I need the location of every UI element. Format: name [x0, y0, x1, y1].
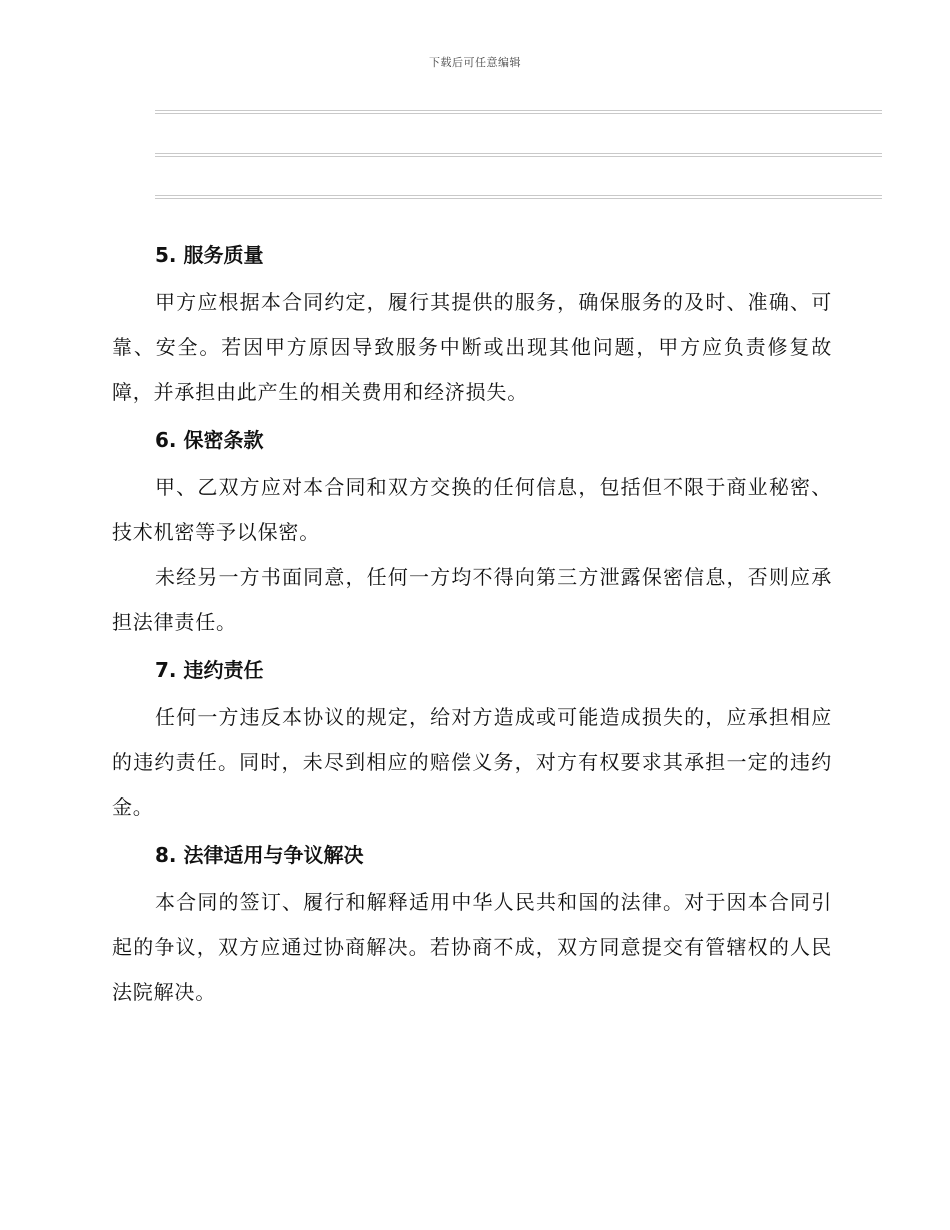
blank-line-divider — [155, 153, 882, 157]
blank-line-divider — [155, 110, 882, 114]
page-header: 下载后可任意编辑 — [429, 56, 521, 69]
section-heading-governing-law: 8. 法律适用与争议解决 — [155, 843, 364, 867]
section-heading-service-quality: 5. 服务质量 — [155, 243, 264, 267]
document-body — [112, 230, 832, 1015]
paragraph: 未经另一方书面同意，任何一方均不得向第三方泄露保密信息，否则应承担法律责任。 — [112, 565, 832, 634]
paragraph: 本合同的签订、履行和解释适用中华人民共和国的法律。对于因本合同引起的争议，双方应通过协商解决。若协商不成，双方同意提交有管辖权的人民法院解决。 — [112, 890, 832, 1004]
paragraph: 甲、乙双方应对本合同和双方交换的任何信息，包括但不限于商业秘密、技术机密等予以保密。 — [112, 475, 832, 544]
section-heading-confidentiality: 6. 保密条款 — [155, 428, 264, 452]
paragraph: 任何一方违反本协议的规定，给对方造成或可能造成损失的，应承担相应的违约责任。同时，未尽到相应的赔偿义务，对方有权要求其承担一定的违约金。 — [112, 705, 832, 819]
paragraph: 甲方应根据本合同约定，履行其提供的服务，确保服务的及时、准确、可靠、安全。若因甲方原因导致服务中断或出现其他问题，甲方应负责修复故障，并承担由此产生的相关费用和经济损失。 — [112, 290, 832, 404]
section-heading-liability: 7. 违约责任 — [155, 658, 264, 682]
blank-line-divider — [155, 195, 882, 199]
